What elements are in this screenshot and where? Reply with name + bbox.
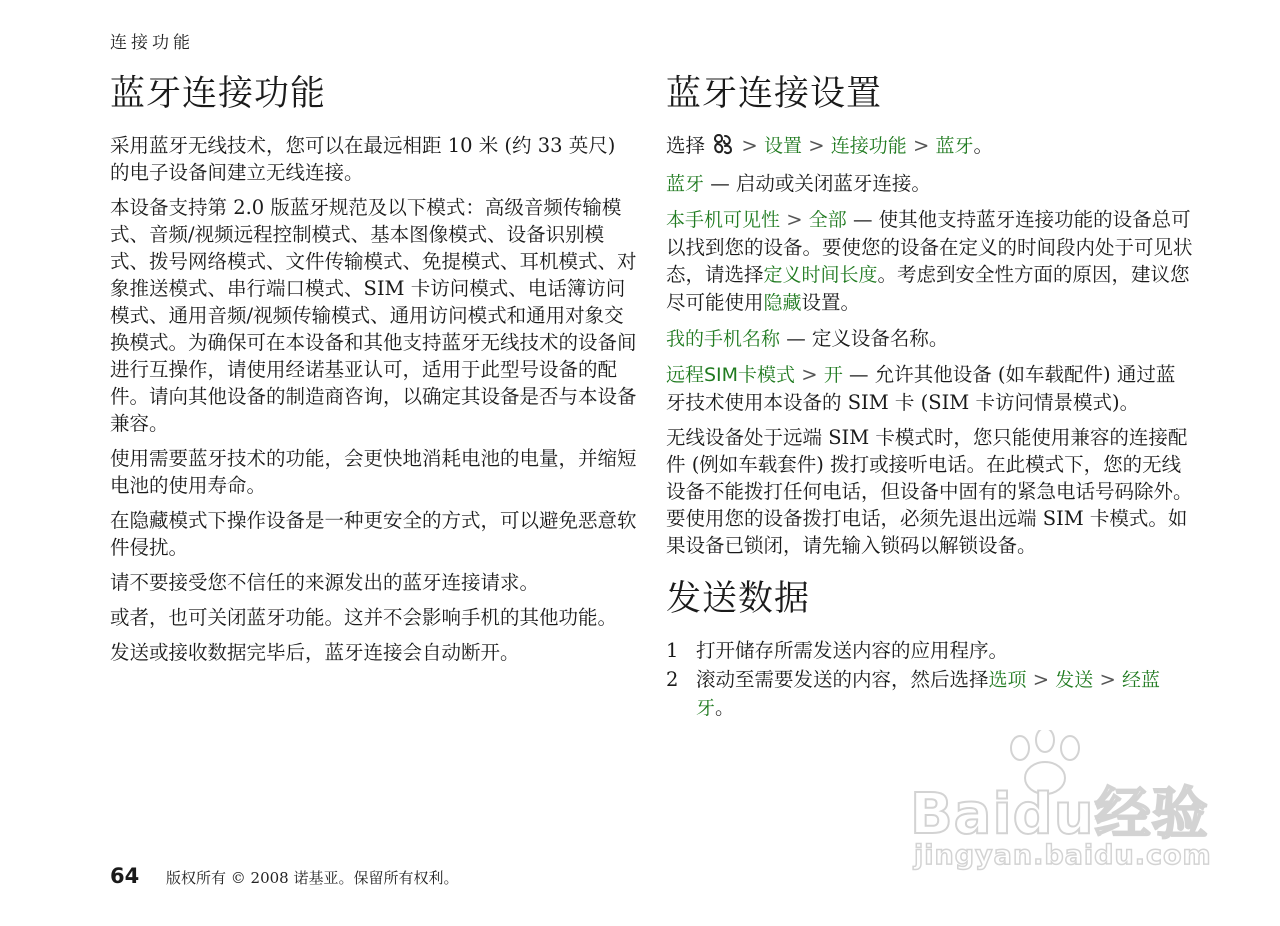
watermark-url: jingyan.baidu.com bbox=[914, 840, 1212, 871]
menu-settings: 设置 bbox=[763, 135, 802, 157]
section-title-send-data: 发送数据 bbox=[666, 579, 811, 619]
path-separator: > bbox=[808, 134, 825, 157]
paragraph: 或者，也可关闭蓝牙功能。这并不会影响手机的其他功能。 bbox=[110, 606, 618, 629]
option-desc: — 使其他支持蓝牙连接功能的设备总可以找到您的设备。要使您的设备在定义的时间段内处于可见状态，请选择 bbox=[666, 208, 1193, 286]
step-number: 2 bbox=[666, 668, 679, 691]
phone-name-desc bbox=[666, 325, 1194, 353]
step-item bbox=[666, 637, 1194, 664]
path-separator: > bbox=[741, 134, 758, 157]
option-all: 全部 bbox=[808, 209, 847, 231]
page-footer bbox=[110, 864, 458, 888]
step-text: 滚动至需要发送的内容，然后选择 bbox=[696, 668, 989, 691]
menu-path bbox=[666, 132, 1194, 162]
option-desc: — 允许其他设备 (如车载配件) 通过蓝牙技术使用本设备的 SIM 卡 (SIM 卡访问情景模式)。 bbox=[666, 363, 1176, 414]
option-bluetooth: 蓝牙 bbox=[666, 173, 705, 195]
menu-key-icon bbox=[713, 133, 733, 162]
option-via-bluetooth: 经蓝牙 bbox=[696, 669, 1161, 719]
path-separator: > bbox=[801, 363, 818, 386]
baidu-watermark bbox=[900, 730, 1230, 880]
copyright-text: 版权所有 © 2008 诺基亚。保留所有权利。 bbox=[166, 869, 459, 887]
steps-list bbox=[666, 637, 1194, 722]
option-on: 开 bbox=[823, 364, 843, 386]
path-separator: > bbox=[786, 208, 803, 231]
option-desc: — 定义设备名称。 bbox=[780, 327, 949, 350]
path-separator: > bbox=[1099, 668, 1116, 691]
option-visibility: 本手机可见性 bbox=[666, 209, 781, 231]
path-separator: > bbox=[912, 134, 930, 157]
option-remote-sim: 远程SIM卡模式 bbox=[666, 364, 796, 386]
option-phone-name: 我的手机名称 bbox=[666, 328, 781, 350]
paragraph: 发送或接收数据完毕后，蓝牙连接会自动断开。 bbox=[110, 641, 520, 664]
option-desc: 。考虑到安全性方面的原因，建议您尽可能使用 bbox=[666, 263, 1190, 314]
paragraph: 本设备支持第 2.0 版蓝牙规范及以下模式：高级音频传输模式、音频/视频远程控制模式、基本图像模式、设备识别模式、拨号网络模式、文件传输模式、免提模式、耳机模式、对象推送模式、串行端口模式、SIM 卡访问模式、电话簿访问模式、通用音频/视频传输模式、通用访问模式和通用对象交换模式。为确保可在本设备和其他支持蓝牙无线技术的设备间进行互操作，请使用经诺基亚认可，适用于此型号设备的配件。请向其他设备的制造商咨询，以确定其设备是否与本设备兼容。 bbox=[110, 196, 637, 435]
period: 。 bbox=[973, 134, 994, 157]
sim-mode-note: 无线设备处于远端 SIM 卡模式时，您只能使用兼容的连接配件 (例如车载套件) 拨打或接听电话。在此模式下，您的无线设备不能拨打任何电话，但设备中固有的紧急电话号码除外。要使用您的设备拨打电话，必须先退出远端 SIM 卡模式。如果设备已锁闭，请先输入锁码以解锁设备。 bbox=[666, 426, 1193, 557]
section-title-bluetooth: 蓝牙连接功能 bbox=[110, 74, 327, 114]
option-send: 发送 bbox=[1055, 669, 1094, 691]
watermark-logo: Baidu经验 bbox=[910, 782, 1209, 847]
menu-bluetooth: 蓝牙 bbox=[935, 135, 974, 157]
visibility-desc bbox=[666, 206, 1194, 317]
option-desc: 设置。 bbox=[801, 291, 861, 314]
paragraph: 采用蓝牙无线技术，您可以在最远相距 10 米 (约 33 英尺) 的电子设备间建立无线连接。 bbox=[110, 134, 616, 184]
step-number: 1 bbox=[666, 639, 679, 662]
bluetooth-toggle-desc bbox=[666, 170, 1194, 198]
option-options: 选项 bbox=[988, 669, 1027, 691]
option-hidden: 隐藏 bbox=[763, 292, 802, 314]
period: 。 bbox=[715, 696, 735, 719]
section-title-settings: 蓝牙连接设置 bbox=[666, 74, 883, 114]
running-header: 连接功能 bbox=[110, 33, 194, 53]
paragraph: 在隐藏模式下操作设备是一种更安全的方式，可以避免恶意软件侵扰。 bbox=[110, 509, 637, 559]
remote-sim-desc bbox=[666, 361, 1194, 416]
option-define-time: 定义时间长度 bbox=[763, 264, 878, 286]
right-column bbox=[666, 72, 1194, 724]
page-number: 64 bbox=[110, 864, 140, 888]
step-text: 打开储存所需发送内容的应用程序。 bbox=[696, 639, 1009, 662]
paragraph: 请不要接受您不信任的来源发出的蓝牙连接请求。 bbox=[110, 571, 540, 594]
step-item bbox=[666, 666, 1194, 722]
path-separator: > bbox=[1032, 668, 1050, 691]
select-label: 选择 bbox=[666, 134, 706, 157]
left-column bbox=[110, 72, 640, 674]
paragraph: 使用需要蓝牙技术的功能，会更快地消耗电池的电量，并缩短电池的使用寿命。 bbox=[110, 447, 637, 497]
menu-connectivity: 连接功能 bbox=[830, 135, 907, 157]
option-desc: — 启动或关闭蓝牙连接。 bbox=[704, 172, 931, 195]
